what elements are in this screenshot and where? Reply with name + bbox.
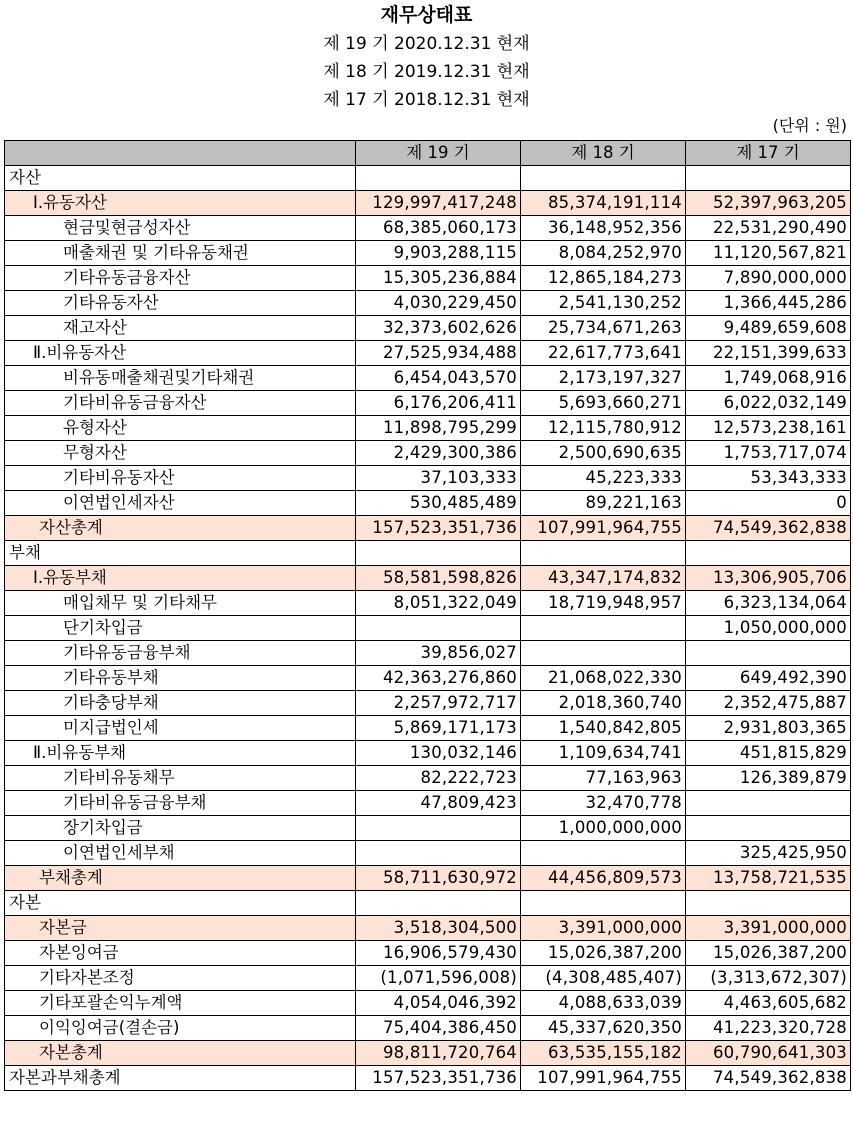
value-period-18: 18,719,948,957 [521,591,686,616]
account-label: 무형자산 [5,441,356,466]
table-row [5,466,851,491]
value-period-18: 25,734,671,263 [521,316,686,341]
account-label: 기타유동금융자산 [5,266,356,291]
value-period-17: 4,463,605,682 [686,991,851,1016]
value-period-19: 530,485,489 [356,491,521,516]
account-label: 기타비유동채무 [5,766,356,791]
account-label: 이연법인세자산 [5,491,356,516]
account-label: 자본잉여금 [5,941,356,966]
account-label: 장기차입금 [5,816,356,841]
value-period-19: 82,222,723 [356,766,521,791]
value-period-17: 649,492,390 [686,666,851,691]
table-header-row [5,141,851,166]
value-period-17: 1,749,068,916 [686,366,851,391]
header-cell-period-18: 제 18 기 [521,141,686,166]
account-label: 기타비유동금융자산 [5,391,356,416]
value-period-18: 36,148,952,356 [521,216,686,241]
table-row [5,616,851,641]
value-period-17: 1,753,717,074 [686,441,851,466]
value-period-19 [356,166,521,191]
account-label: Ⅱ.비유동부채 [5,741,356,766]
value-period-18: 107,991,964,755 [521,516,686,541]
value-period-19 [356,841,521,866]
table-row [5,641,851,666]
value-period-19: 32,373,602,626 [356,316,521,341]
value-period-18: 45,337,620,350 [521,1016,686,1041]
table-row [5,491,851,516]
account-label: 단기차입금 [5,616,356,641]
value-period-18 [521,841,686,866]
value-period-18: 1,000,000,000 [521,816,686,841]
value-period-19: 58,711,630,972 [356,866,521,891]
value-period-19: 8,051,322,049 [356,591,521,616]
value-period-17: 53,343,333 [686,466,851,491]
value-period-19: 39,856,027 [356,641,521,666]
account-label: 기타비유동금융부채 [5,791,356,816]
value-period-18: 43,347,174,832 [521,566,686,591]
table-row [5,191,851,216]
account-label: 부채 [5,541,356,566]
table-row [5,416,851,441]
table-row [5,866,851,891]
account-label: 현금및현금성자산 [5,216,356,241]
value-period-19: (1,071,596,008) [356,966,521,991]
table-row [5,991,851,1016]
account-label: 기타유동금융부채 [5,641,356,666]
table-row [5,916,851,941]
account-label: 기타유동부채 [5,666,356,691]
table-row [5,441,851,466]
value-period-18: 3,391,000,000 [521,916,686,941]
table-row [5,366,851,391]
value-period-17: 126,389,879 [686,766,851,791]
value-period-19 [356,616,521,641]
value-period-19: 129,997,417,248 [356,191,521,216]
value-period-17: 13,306,905,706 [686,566,851,591]
unit-label: (단위 : 원) [772,116,847,135]
value-period-18: 2,500,690,635 [521,441,686,466]
table-row [5,691,851,716]
value-period-18: (4,308,485,407) [521,966,686,991]
value-period-17: 9,489,659,608 [686,316,851,341]
account-label: 기타포괄손익누계액 [5,991,356,1016]
account-label: 자본총계 [5,1041,356,1066]
value-period-17: 74,549,362,838 [686,1066,851,1091]
value-period-19 [356,541,521,566]
value-period-18: 4,088,633,039 [521,991,686,1016]
value-period-19: 6,176,206,411 [356,391,521,416]
period-line-18: 제 18 기 2019.12.31 현재 [323,62,530,82]
value-period-17: 3,391,000,000 [686,916,851,941]
value-period-18: 1,540,842,805 [521,716,686,741]
table-body [5,166,851,1091]
value-period-19: 3,518,304,500 [356,916,521,941]
header-cell-period-17: 제 17 기 [686,141,851,166]
value-period-19: 4,030,229,450 [356,291,521,316]
account-label: 자본 [5,891,356,916]
value-period-19: 157,523,351,736 [356,516,521,541]
table-row [5,816,851,841]
value-period-18: 44,456,809,573 [521,866,686,891]
value-period-19: 15,305,236,884 [356,266,521,291]
table-row [5,541,851,566]
account-label: 자본금 [5,916,356,941]
value-period-18 [521,166,686,191]
value-period-18 [521,616,686,641]
value-period-18: 1,109,634,741 [521,741,686,766]
account-label: Ⅰ.유동부채 [5,566,356,591]
value-period-17: 52,397,963,205 [686,191,851,216]
table-row [5,291,851,316]
account-label: 유형자산 [5,416,356,441]
table-row [5,391,851,416]
value-period-17: 2,352,475,887 [686,691,851,716]
account-label: 재고자산 [5,316,356,341]
value-period-18: 45,223,333 [521,466,686,491]
value-period-17: 1,050,000,000 [686,616,851,641]
value-period-18 [521,541,686,566]
value-period-18 [521,891,686,916]
value-period-18: 12,115,780,912 [521,416,686,441]
table-row [5,891,851,916]
header-cell-period-19: 제 19 기 [356,141,521,166]
value-period-17 [686,541,851,566]
table-row [5,666,851,691]
table-row [5,241,851,266]
value-period-19: 9,903,288,115 [356,241,521,266]
value-period-19 [356,891,521,916]
page-title: 재무상태표 [380,4,473,26]
account-label: Ⅰ.유동자산 [5,191,356,216]
header-cell-account [5,141,356,166]
value-period-17: 22,151,399,633 [686,341,851,366]
account-label: 미지급법인세 [5,716,356,741]
value-period-19: 2,257,972,717 [356,691,521,716]
table-row [5,566,851,591]
table-row [5,166,851,191]
value-period-17 [686,166,851,191]
account-label: 기타유동자산 [5,291,356,316]
table-row [5,1016,851,1041]
value-period-19: 11,898,795,299 [356,416,521,441]
table-row [5,1066,851,1091]
account-label: 부채총계 [5,866,356,891]
value-period-17: (3,313,672,307) [686,966,851,991]
value-period-17: 7,890,000,000 [686,266,851,291]
account-label: Ⅱ.비유동자산 [5,341,356,366]
table-row [5,941,851,966]
value-period-18: 2,018,360,740 [521,691,686,716]
value-period-19: 98,811,720,764 [356,1041,521,1066]
value-period-19: 16,906,579,430 [356,941,521,966]
account-label: 기타충당부채 [5,691,356,716]
table-row [5,516,851,541]
value-period-17 [686,816,851,841]
value-period-17: 74,549,362,838 [686,516,851,541]
value-period-18: 2,173,197,327 [521,366,686,391]
account-label: 이연법인세부채 [5,841,356,866]
value-period-17: 13,758,721,535 [686,866,851,891]
value-period-19: 130,032,146 [356,741,521,766]
table-row [5,791,851,816]
table-row [5,216,851,241]
value-period-17: 6,323,134,064 [686,591,851,616]
value-period-18: 85,374,191,114 [521,191,686,216]
value-period-18: 22,617,773,641 [521,341,686,366]
value-period-19: 157,523,351,736 [356,1066,521,1091]
table-row [5,716,851,741]
value-period-17: 2,931,803,365 [686,716,851,741]
value-period-18: 77,163,963 [521,766,686,791]
value-period-19: 68,385,060,173 [356,216,521,241]
balance-sheet-table [4,140,851,1091]
value-period-18: 89,221,163 [521,491,686,516]
value-period-17: 6,022,032,149 [686,391,851,416]
value-period-17: 451,815,829 [686,741,851,766]
account-label: 기타비유동자산 [5,466,356,491]
account-label: 자산 [5,166,356,191]
value-period-18: 2,541,130,252 [521,291,686,316]
value-period-19: 58,581,598,826 [356,566,521,591]
value-period-17 [686,891,851,916]
value-period-18: 32,470,778 [521,791,686,816]
table-row [5,766,851,791]
value-period-18: 63,535,155,182 [521,1041,686,1066]
value-period-19: 4,054,046,392 [356,991,521,1016]
value-period-18 [521,641,686,666]
period-line-19: 제 19 기 2020.12.31 현재 [323,34,530,54]
value-period-19: 75,404,386,450 [356,1016,521,1041]
value-period-18: 12,865,184,273 [521,266,686,291]
account-label: 비유동매출채권및기타채권 [5,366,356,391]
account-label: 자산총계 [5,516,356,541]
account-label: 기타자본조정 [5,966,356,991]
account-label: 이익잉여금(결손금) [5,1016,356,1041]
value-period-18: 21,068,022,330 [521,666,686,691]
table-row [5,341,851,366]
value-period-17: 0 [686,491,851,516]
value-period-18: 8,084,252,970 [521,241,686,266]
value-period-19: 5,869,171,173 [356,716,521,741]
value-period-19: 2,429,300,386 [356,441,521,466]
value-period-19: 27,525,934,488 [356,341,521,366]
value-period-17: 60,790,641,303 [686,1041,851,1066]
value-period-18: 107,991,964,755 [521,1066,686,1091]
value-period-17: 12,573,238,161 [686,416,851,441]
value-period-17: 11,120,567,821 [686,241,851,266]
period-line-17: 제 17 기 2018.12.31 현재 [323,90,530,110]
value-period-17: 1,366,445,286 [686,291,851,316]
value-period-18: 5,693,660,271 [521,391,686,416]
value-period-17: 15,026,387,200 [686,941,851,966]
account-label: 매입채무 및 기타채무 [5,591,356,616]
table-row [5,1041,851,1066]
table-row [5,591,851,616]
value-period-17 [686,791,851,816]
value-period-19 [356,816,521,841]
table-row [5,966,851,991]
table-row [5,316,851,341]
table-row [5,741,851,766]
value-period-17: 22,531,290,490 [686,216,851,241]
value-period-19: 42,363,276,860 [356,666,521,691]
value-period-19: 6,454,043,570 [356,366,521,391]
value-period-19: 37,103,333 [356,466,521,491]
table-row [5,841,851,866]
table-row [5,266,851,291]
value-period-17: 41,223,320,728 [686,1016,851,1041]
value-period-18: 15,026,387,200 [521,941,686,966]
value-period-17: 325,425,950 [686,841,851,866]
value-period-19: 47,809,423 [356,791,521,816]
account-label: 매출채권 및 기타유동채권 [5,241,356,266]
account-label: 자본과부채총계 [5,1066,356,1091]
value-period-17 [686,641,851,666]
